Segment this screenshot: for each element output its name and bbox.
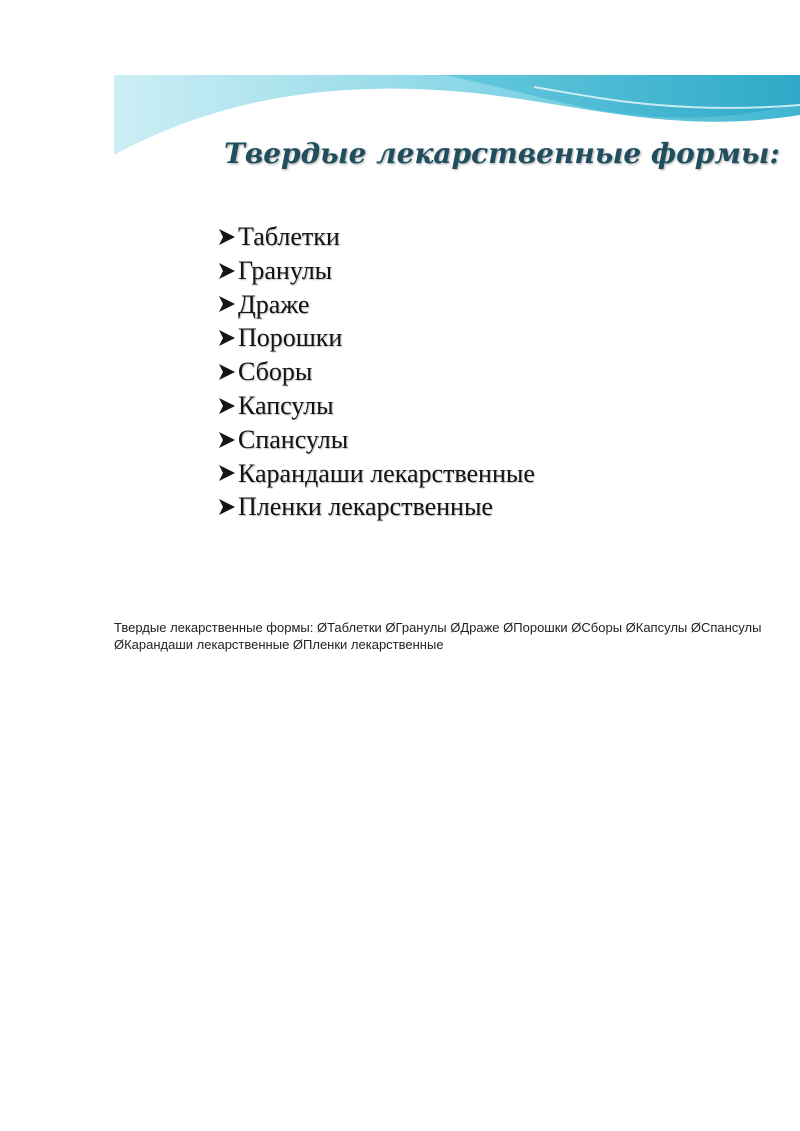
- list-item-label: Таблетки: [238, 222, 340, 251]
- list-item: [218, 355, 535, 389]
- slide-text-caption: Твердые лекарственные формы: ØТаблетки ØГранулы ØДраже ØПорошки ØСборы ØКапсулы ØСпансулы ØКарандаши лекарственные ØПленки лекарственные: [114, 620, 762, 652]
- list-item-label: Драже: [238, 289, 310, 319]
- arrow-bullet-icon: [218, 396, 236, 416]
- arrow-bullet-icon: [218, 294, 236, 314]
- list-item-label: Карандаши лекарственные: [238, 458, 535, 488]
- list-item: [218, 220, 535, 254]
- arrow-bullet-icon: [218, 430, 236, 450]
- list-item-label: Спансулы: [238, 424, 349, 454]
- arrow-bullet-icon: [218, 328, 236, 348]
- list-item-label: Порошки: [238, 323, 343, 353]
- list-item: [218, 490, 535, 524]
- list-item: [218, 321, 535, 355]
- list-item-label: Капсулы: [238, 390, 334, 420]
- list-item: [218, 389, 535, 423]
- arrow-bullet-icon: [218, 463, 236, 483]
- list-item: [218, 288, 535, 322]
- arrow-bullet-icon: [218, 261, 236, 281]
- list-item: [218, 254, 535, 288]
- arrow-bullet-icon: [218, 227, 236, 247]
- list-item: [218, 457, 535, 491]
- list-item-label: Гранулы: [238, 255, 333, 285]
- list-item-label: Сборы: [238, 357, 313, 387]
- slide-image: [114, 75, 800, 605]
- bullet-list: [218, 220, 535, 524]
- list-item: [218, 423, 535, 457]
- arrow-bullet-icon: [218, 362, 236, 382]
- list-item-label: Пленки лекарственные: [238, 492, 493, 522]
- arrow-bullet-icon: [218, 497, 236, 517]
- slide-title: Твердые лекарственные формы:: [224, 137, 780, 170]
